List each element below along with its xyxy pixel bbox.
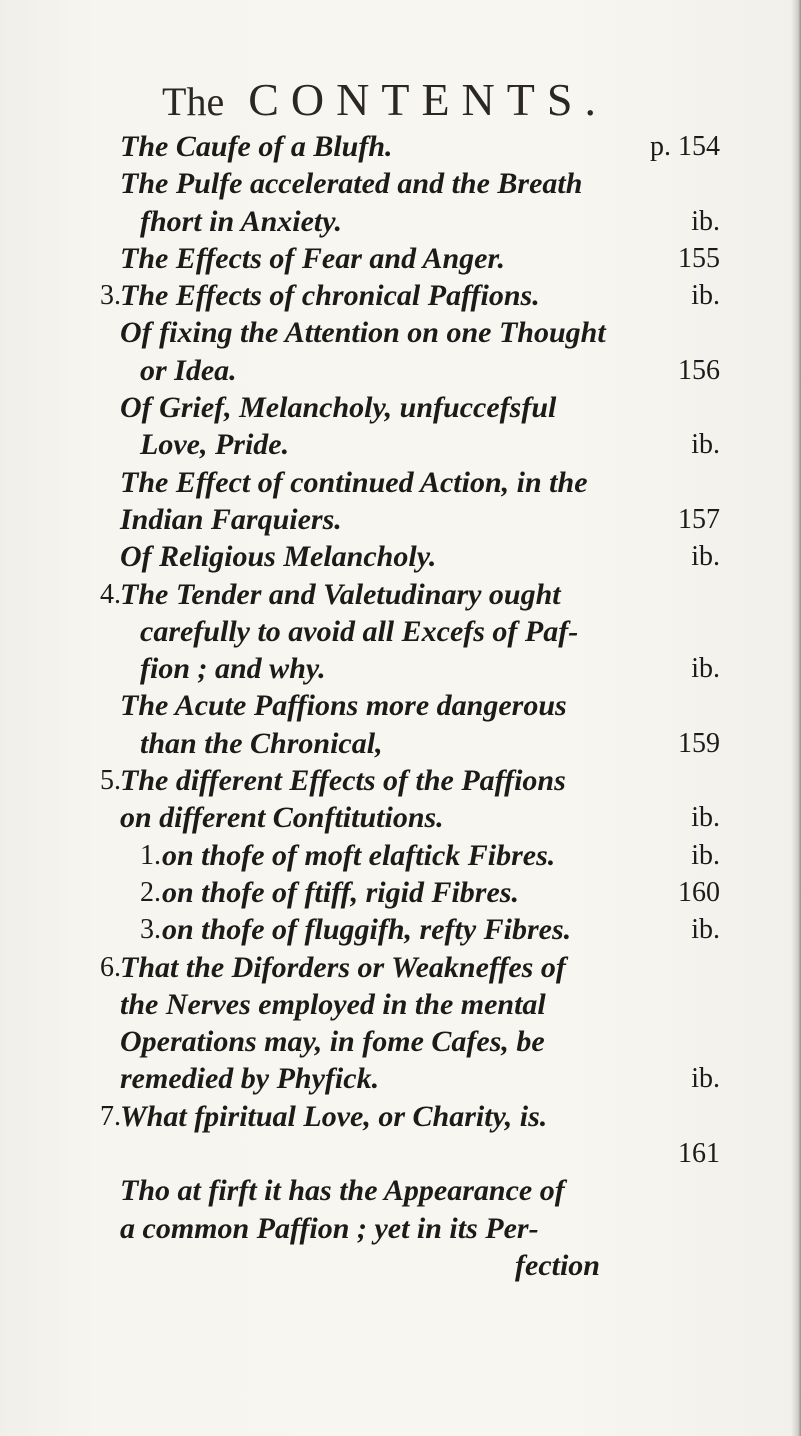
toc-entry-page: ib.: [691, 280, 720, 312]
toc-entry-title: than the Chronical,: [140, 726, 383, 760]
page-header: [0, 72, 770, 127]
toc-entry-title: The Acute Paffions more dangerous: [120, 689, 567, 723]
toc-entry-page: 160: [678, 876, 720, 908]
toc-entry-title: What fpiritual Love, or Charity, is.: [120, 1099, 548, 1133]
toc-entry-page: ib.: [691, 914, 720, 946]
toc-entry-number: 2.: [140, 876, 161, 908]
toc-entry-number: 1.: [140, 839, 161, 871]
toc-entry: [120, 613, 720, 650]
toc-entry: [120, 725, 720, 762]
toc-entry-page: fection: [515, 1248, 600, 1282]
toc-entry-page: 155: [678, 242, 720, 274]
toc-entry-title: The Tender and Valetudinary ought: [120, 577, 561, 611]
toc-entry-page: ib.: [691, 802, 720, 834]
toc-entry: [120, 314, 720, 351]
toc-entry-title: Operations may, in fome Cafes, be: [120, 1025, 545, 1059]
toc-entry: [120, 1172, 720, 1209]
page-edge-shadow: [791, 0, 801, 1436]
toc-entry-page: p. 154: [650, 131, 720, 162]
toc-entry: [120, 352, 720, 389]
toc-entry-page: 161: [678, 1138, 720, 1170]
toc-entry-title: remedied by Phyfick.: [120, 1062, 380, 1096]
toc-entry: [120, 986, 720, 1023]
toc-entry-title: on thofe of fluggifh, refty Fibres.: [162, 913, 572, 947]
toc-entry: [120, 464, 720, 501]
toc-entry-title: on thofe of ftiff, rigid Fibres.: [162, 875, 519, 909]
toc-entry-page: ib.: [691, 653, 720, 685]
toc-entry-page: ib.: [691, 429, 720, 461]
toc-entry: [100, 949, 720, 986]
toc-entry: [120, 538, 720, 575]
toc-entry-page: ib.: [691, 205, 720, 237]
toc-entry-number: 5.: [100, 765, 121, 797]
toc-entry: [120, 128, 720, 165]
toc-entry-title: Indian Farquiers.: [120, 502, 342, 536]
toc-entry-title: The Effect of continued Action, in the: [120, 465, 588, 499]
toc-entry-title: The different Effects of the Paffions: [120, 764, 566, 798]
toc-entry-page: ib.: [691, 541, 720, 573]
toc-entry: [120, 1247, 720, 1284]
toc-entry-title: The Caufe of a Blufh.: [120, 130, 393, 163]
toc-entry-title: Tho at firft it has the Appearance of: [120, 1174, 565, 1208]
header-the: The: [162, 79, 225, 124]
toc-entry-page: ib.: [691, 1063, 720, 1095]
toc-entry-title: carefully to avoid all Excefs of Paf-: [140, 614, 579, 648]
toc-entry: [120, 165, 720, 202]
toc-entry: [120, 501, 720, 538]
toc-entry-title: the Nerves employed in the mental: [120, 987, 546, 1021]
toc-entry: [120, 687, 720, 724]
toc-entry-title: fhort in Anxiety.: [140, 204, 342, 238]
toc-entry: [120, 799, 720, 836]
toc-entry: [120, 389, 720, 426]
toc-entry: [120, 837, 720, 874]
toc-entry-title: a common Paffion ; yet in its Per-: [120, 1211, 539, 1245]
toc-entry: [100, 277, 720, 314]
toc-entry-number: 6.: [100, 951, 121, 983]
toc-entry-title: Of fixing the Attention on one Thought: [120, 316, 606, 350]
toc-entry-page: 157: [678, 503, 720, 535]
toc-entry-title: fion ; and why.: [140, 652, 326, 686]
table-of-contents: [100, 128, 720, 1284]
toc-entry: [120, 240, 720, 277]
toc-entry-title: on thofe of moft elaftick Fibres.: [162, 838, 556, 872]
toc-entry-title: The Pulfe accelerated and the Breath: [120, 167, 583, 201]
toc-entry: [120, 1210, 720, 1247]
toc-entry-number: 3.: [100, 280, 121, 312]
toc-entry: [120, 650, 720, 687]
toc-entry: [100, 1098, 720, 1135]
toc-entry-title: Love, Pride.: [140, 428, 290, 462]
toc-entry: [100, 576, 720, 613]
header-contents: CONTENTS.: [248, 74, 608, 125]
toc-entry-number: 4.: [100, 578, 121, 610]
toc-entry-title: That the Diforders or Weakneffes of: [120, 950, 566, 984]
toc-entry: [120, 911, 720, 948]
toc-entry-title: or Idea.: [140, 353, 237, 387]
toc-entry-title: The Effects of Fear and Anger.: [120, 241, 506, 275]
toc-entry-page: 156: [678, 354, 720, 386]
toc-entry-title: Of Grief, Melancholy, unfuccefsful: [120, 391, 557, 425]
toc-entry-page: ib.: [691, 839, 720, 871]
toc-entry-title: on different Conftitutions.: [120, 801, 444, 835]
toc-entry: [100, 762, 720, 799]
toc-entry: [120, 874, 720, 911]
toc-entry: [120, 203, 720, 240]
toc-entry: [120, 426, 720, 463]
toc-entry: [120, 1135, 720, 1172]
toc-entry: [120, 1023, 720, 1060]
toc-entry-title: The Effects of chronical Paffions.: [120, 279, 540, 313]
toc-entry-page: 159: [678, 727, 720, 759]
toc-entry: [120, 1060, 720, 1097]
toc-entry-title: Of Religious Melancholy.: [120, 540, 437, 574]
toc-entry-number: 7.: [100, 1100, 121, 1132]
toc-entry-number: 3.: [140, 914, 161, 946]
